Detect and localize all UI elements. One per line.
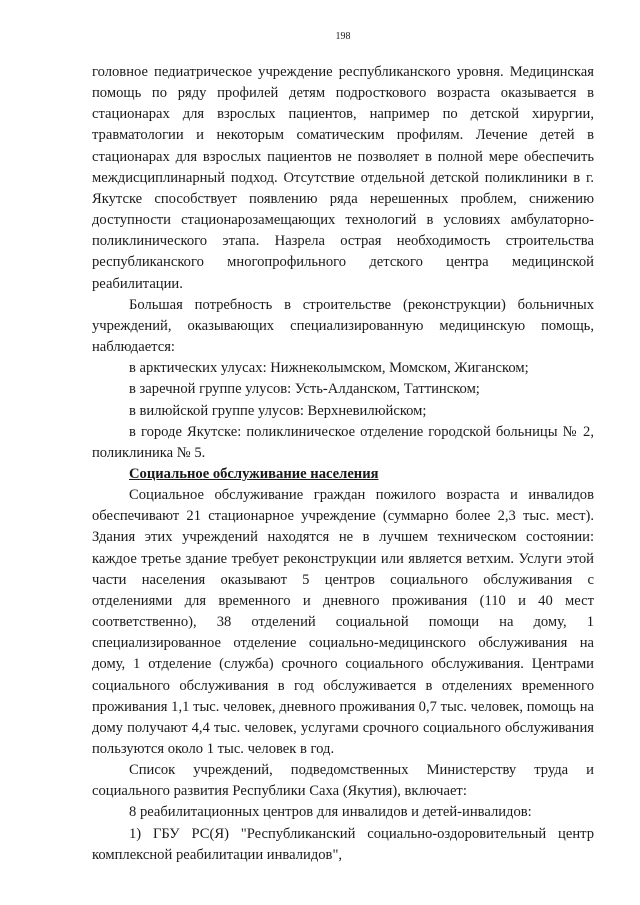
- paragraph-pediatric-care: головное педиатрическое учреждение республиканского уровня. Медицинская помощь по ряду профилей детям подросткового возраста оказывается в стационарах для взрослых пациентов, например по детской хирургии, травматологии и некоторым соматическим профилям. Лечение детей в стационарах для взрослых пациентов не позволяет в полной мере обеспечить междисциплинарный подход. Отсутствие отдельной детской поликлиники в г. Якутске способствует появлению ряда нерешенных проблем, снижению доступности стационарозамещающих технологий в условиях амбулаторно-поликлинического этапа. Назрела острая необходимость строительства республиканского многопрофильного детского центра медицинской реабилитации.: [92, 64, 594, 292]
- paragraph-social-services-overview: Социальное обслуживание граждан пожилого возраста и инвалидов обеспечивают 21 стационарное учреждение (суммарно более 2,3 тыс. мест). Здания этих учреждений находятся не в лучшем техническом состоянии: каждое третье здание требует реконструкции или является ветхим. Услуги этой части населения оказывают 5 центров социального обслуживания с отделениями для временного и дневного проживания (110 и 40 мест соответственно), 38 отделений социальной помощи на дому, 1 специализированное отделение социально-медицинского обслуживания на дому, 1 отделение (служба) срочного социального обслуживания. Центрами социального обслуживания в год обслуживается в отделениях временного проживания 1,1 тыс. человек, дневного проживания 0,7 тыс. человек, помощь на дому получают 4,4 тыс. человек, услугами срочного социального обслуживания пользуются около 1 тыс. человек в год.: [92, 487, 594, 757]
- paragraph-rehab-centers-count: 8 реабилитационных центров для инвалидов и детей-инвалидов:: [129, 804, 532, 821]
- list-item-rehab-center-1: 1) ГБУ РС(Я) "Республиканский социально-оздоровительный центр комплексной реабилитации инвалидов",: [92, 825, 594, 863]
- page-number: 198: [335, 31, 351, 42]
- list-item-yakutsk-city: в городе Якутске: поликлиническое отделение городской больницы № 2, поликлиника № 5.: [92, 423, 594, 461]
- section-heading-social-services: Социальное обслуживание населения: [129, 465, 379, 482]
- list-item-vilyuy-group: в вилюйской группе улусов: Верхневилюйском;: [129, 402, 427, 419]
- list-item-zarechnaya-group: в заречной группе улусов: Усть-Алданском, Таттинском;: [129, 381, 480, 398]
- document-page: [92, 30, 594, 866]
- list-item-arctic-uluses: в арктических улусах: Нижнеколымском, Момском, Жиганском;: [129, 360, 529, 377]
- paragraph-institutions-list-intro: Список учреждений, подведомственных Министерству труда и социального развития Республики Саха (Якутия), включает:: [92, 762, 594, 800]
- paragraph-hospital-construction-need: Большая потребность в строительстве (реконструкции) больничных учреждений, оказывающих специализированную медицинскую помощь, наблюдается:: [92, 296, 594, 356]
